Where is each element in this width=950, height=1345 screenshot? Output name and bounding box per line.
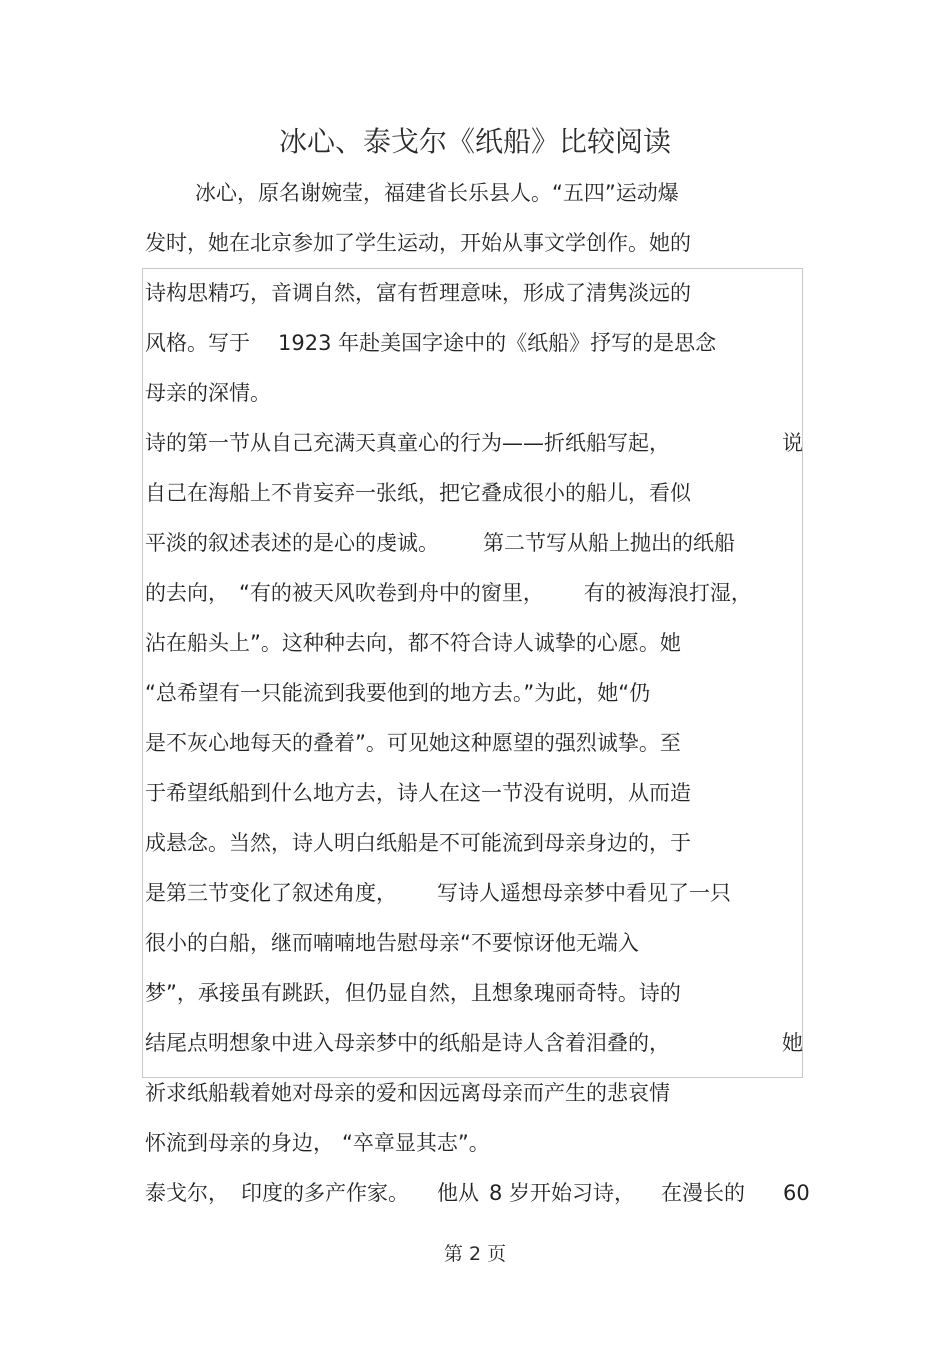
text-line bbox=[145, 779, 691, 807]
text-fragment: 是第三节变化了叙述角度， bbox=[145, 881, 397, 905]
text-fragment: 于希望纸船到什么地方去，诗人在这一节没有说明，从而造 bbox=[145, 781, 691, 805]
text-line bbox=[145, 1079, 670, 1107]
text-fragment: 在漫长的 bbox=[661, 1181, 746, 1205]
text-fragment: 结尾点明想象中进入母亲梦中的纸船是诗人含着泪叠的， bbox=[145, 1031, 670, 1055]
text-fragment: 怀流到母亲的身边， bbox=[145, 1131, 334, 1155]
text-fragment: 风格。写于 bbox=[145, 331, 250, 355]
text-line bbox=[145, 879, 731, 907]
text-fragment: 诗的第一节从自己充满天真童心的行为——折纸船写起， bbox=[145, 431, 670, 455]
page-number: 第 2 页 bbox=[443, 1243, 507, 1265]
text-fragment: 写诗人遥想母亲梦中看见了一只 bbox=[437, 881, 731, 905]
text-fragment: 平淡的叙述表述的是心的虔诚。 bbox=[145, 531, 439, 555]
text-fragment: 自己在海船上不肯妄弃一张纸，把它叠成很小的船儿，看似 bbox=[145, 481, 691, 505]
text-fragment: 第二节写从船上抛出的纸船 bbox=[483, 531, 735, 555]
text-fragment: 泰戈尔， bbox=[145, 1181, 229, 1205]
text-fragment: 他从 bbox=[437, 1181, 479, 1205]
text-fragment: 祈求纸船载着她对母亲的爱和因远离母亲而产生的悲哀情 bbox=[145, 1081, 670, 1105]
text-line bbox=[145, 329, 716, 357]
text-line bbox=[195, 179, 679, 207]
text-line bbox=[145, 279, 691, 307]
text-line bbox=[145, 1029, 670, 1057]
text-fragment: 很小的白船，继而喃喃地告慰母亲“不要惊讶他无端入 bbox=[145, 931, 639, 955]
text-line bbox=[145, 729, 681, 757]
text-line bbox=[145, 379, 271, 407]
text-fragment: 发时，她在北京参加了学生运动，开始从事文学创作。她的 bbox=[145, 231, 691, 255]
text-fragment: 60 bbox=[783, 1181, 810, 1205]
text-fragment: 梦”，承接虽有跳跃，但仍显自然，且想象瑰丽奇特。诗的 bbox=[145, 981, 681, 1005]
text-fragment: 8 岁开始习诗， bbox=[489, 1181, 636, 1205]
text-line bbox=[145, 479, 691, 507]
text-line bbox=[145, 629, 681, 657]
text-fragment: 她 bbox=[782, 1031, 803, 1055]
document-title: 冰心、泰戈尔《纸船》比较阅读 bbox=[278, 125, 671, 158]
text-fragment: 冰心，原名谢婉莹，福建省长乐县人。“五四”运动爆 bbox=[195, 181, 679, 205]
text-line bbox=[145, 979, 681, 1007]
text-fragment: 说 bbox=[782, 431, 803, 455]
text-fragment: 成悬念。当然，诗人明白纸船是不可能流到母亲身边的，于 bbox=[145, 831, 691, 855]
text-line bbox=[145, 529, 735, 557]
text-fragment: 沾在船头上”。这种种去向，都不符合诗人诚挚的心愿。她 bbox=[145, 631, 681, 655]
text-fragment: 有的被海浪打湿， bbox=[583, 581, 752, 605]
text-line bbox=[145, 679, 650, 707]
text-line bbox=[145, 1179, 745, 1207]
text-fragment: “总希望有一只能流到我要他到的地方去。”为此，她“仍 bbox=[145, 681, 651, 705]
text-fragment: “卒章显其志”。 bbox=[342, 1131, 490, 1155]
text-fragment: 诗构思精巧，音调自然，富有哲理意味，形成了清隽淡远的 bbox=[145, 281, 691, 305]
text-line bbox=[145, 229, 691, 257]
text-fragment: 母亲的深情。 bbox=[145, 381, 271, 405]
text-line bbox=[145, 1129, 490, 1157]
text-line bbox=[145, 929, 639, 957]
text-fragment: 1923 年赴美国字途中的《纸船》抒写的是思念 bbox=[278, 331, 717, 355]
text-fragment: 是不灰心地每天的叠着”。可见她这种愿望的强烈诚挚。至 bbox=[145, 731, 681, 755]
text-line bbox=[145, 829, 691, 857]
text-line bbox=[145, 579, 752, 607]
text-fragment: 的去向， bbox=[145, 581, 229, 605]
text-fragment: “有的被天风吹卷到舟中的窗里， bbox=[239, 581, 544, 605]
text-fragment: 印度的多产作家。 bbox=[241, 1181, 409, 1205]
text-line bbox=[145, 429, 670, 457]
